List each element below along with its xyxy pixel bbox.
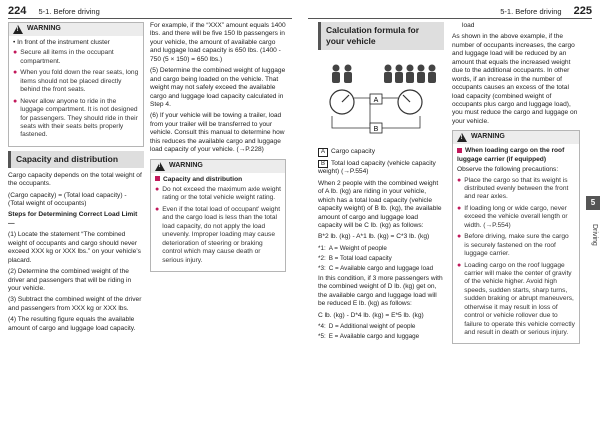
paragraph: In this condition, if 3 more passengers with the combined weight of D lb. (kg) get on, the available cargo and luggage load will be reduced E lb. (kg) as follows:: [318, 275, 443, 308]
warning-bullet: ● Place the cargo so that its weight is distributed evenly between the front and rear axles.: [457, 176, 569, 201]
legend-b: B Total load capacity (vehicle capacity weight) (→P.554): [318, 159, 436, 176]
paragraph: As shown in the above example, if the number of occupants increases, the cargo and luggage load will be reduced by an amount that equals the increased weight due to the additional occupants. In other words, if an increase in the number of occupants causes an excess of the total load capacity (combined weight of occupants plus cargo and luggage load), you must reduce the cargo and luggage on your vehicle.: [452, 33, 578, 125]
warning-subtitle: Capacity and distribution: [155, 176, 281, 184]
warning-title: WARNING: [27, 25, 61, 33]
warning-icon: [457, 133, 467, 142]
section-heading-formula: Calculation formula for your vehicle: [318, 22, 444, 50]
warning-icon: [13, 25, 23, 34]
step-item: (1) Locate the statement “The combined weight of occupants and cargo should never exceed XXX kg or XXX lbs.” on your vehicle’s placard.: [8, 231, 141, 264]
left-page-number: 224: [8, 5, 27, 17]
warning-box-1: [8, 22, 144, 147]
formula-2: C lb. (kg) - D*4 lb. (kg) = E*5 lb. (kg): [318, 311, 424, 319]
right-header-rule: [308, 18, 592, 19]
warning-subtitle: When loading cargo on the roof luggage carrier (if equipped): [457, 147, 565, 163]
bullet-icon: ●: [457, 261, 462, 269]
paragraph-continued: load: [462, 22, 475, 29]
bullet-icon: ●: [155, 186, 160, 193]
load-capacity-illustration: [318, 54, 438, 142]
people-group-large: [384, 64, 436, 83]
column-3: [318, 22, 444, 343]
figure-label-a: A: [373, 96, 379, 104]
figure-label-b: B: [373, 125, 379, 133]
footnote: *2: B = Total load capacity: [318, 254, 392, 262]
square-bullet-icon: [155, 176, 160, 181]
right-section-title: 5-1. Before driving: [500, 7, 562, 16]
warning-header: [453, 131, 579, 144]
warning-box-3: [452, 130, 580, 344]
warning-header: [9, 23, 143, 36]
step-item: (2) Determine the combined weight of the driver and passengers that will be riding in your vehicle.: [8, 268, 132, 292]
paragraph: (Cargo capacity) = (Total load capacity) - (Total weight of occupants): [8, 191, 127, 207]
column-4: [452, 22, 580, 344]
people-group-small: [332, 64, 352, 83]
chapter-tab[interactable]: 5: [586, 196, 600, 210]
bullet-icon: ●: [457, 176, 462, 184]
legend-a: A Cargo capacity: [318, 148, 444, 157]
left-page-header: [8, 4, 100, 18]
square-bullet-icon: [457, 148, 462, 153]
bullet-icon: ●: [13, 49, 18, 57]
warning-bullet: ● Never allow anyone to ride in the luggage compartment. It is not designed for passengers. They should ride in their seats with their seats belts properly fastened.: [13, 97, 138, 139]
footnote: *3: C = Available cargo and luggage load: [318, 264, 434, 272]
left-header-rule: [8, 18, 292, 19]
footnote: *5: E = Available cargo and luggage: [318, 333, 420, 341]
warning-bullet: ● When you fold down the rear seats, long items should not be placed directly behind the front seats.: [13, 69, 139, 94]
paragraph: When 2 people with the combined weight of A lb. (kg) are riding in your vehicle, which has a total load capacity (vehicle capacity weight) of B lb. (kg), the available amount of cargo and luggage load capacity will be C lb. (kg) as follows:: [318, 179, 442, 229]
right-page-header: [500, 4, 592, 18]
bullet-icon: ●: [457, 204, 462, 212]
column-2: [150, 22, 286, 272]
warning-bullet: ● Secure all items in the occupant compartment.: [13, 49, 114, 65]
bullet-icon: ●: [155, 205, 160, 213]
paragraph: Cargo capacity depends on the total weight of the occupants.: [8, 171, 142, 188]
warning-bullet: ● Even if the total load of occupant’ weight and the cargo load is less than the total load capacity, do not apply the load unevenly. Improper loading may cause deterioration of steering or braking control which may cause death or serious injury.: [155, 205, 281, 264]
chapter-label: Driving: [591, 224, 598, 246]
step-item: (3) Subtract the combined weight of the driver and passengers from XXX kg or XXX lbs.: [8, 296, 142, 312]
paragraph: For example, if the “XXX” amount equals 1400 lbs. and there will be five 150 lb passengers in your vehicle, the amount of available cargo and luggage load capacity is 650 lbs. (1400 - 750 (5 × 150) = 650 lbs.): [150, 22, 286, 63]
formula-1: B*2 lb. (kg) - A*1 lb. (kg) = C*3 lb. (kg): [318, 233, 430, 241]
section-heading-capacity: Capacity and distribution: [8, 151, 144, 168]
footnote: *4: D = Additional weight of people: [318, 323, 416, 331]
warning-intro: Observe the following precautions:: [457, 166, 559, 174]
warning-header: [151, 160, 285, 173]
warning-bullet: ● If loading long or wide cargo, never exceed the vehicle overall length or width. (→P.554): [457, 204, 568, 229]
paragraph: (5) Determine the combined weight of luggage and cargo being loaded on the vehicle. That weight may not safely exceed the available cargo and luggage load capacity calculated in Step 4.: [150, 67, 286, 108]
left-section-title: 5-1. Before driving: [38, 7, 100, 16]
column-1: [8, 22, 144, 336]
footnote: *1: A = Weight of people: [318, 244, 387, 252]
warning-bullet: ● Before driving, make sure the cargo is securely fastened on the roof luggage carrier.: [457, 233, 569, 258]
bullet-icon: ●: [457, 233, 462, 241]
bullet-icon: ●: [13, 97, 18, 105]
steps-heading: Steps for Determining Correct Load Limit —: [8, 211, 138, 227]
paragraph: (6) If your vehicle will be towing a trailer, load from your trailer will be transferred to your vehicle. Consult this manual to determine how this reduces the available cargo and luggage load capacity of your vehicle. (→P.228): [150, 112, 285, 154]
step-item: (4) The resulting figure equals the available amount of cargo and luggage load capacity.: [8, 316, 136, 332]
warning-bullet: ● Loading cargo on the roof luggage carrier will make the center of gravity of the vehicle higher. Avoid high speeds, sudden starts, sharp turns, sudden braking or abrupt maneuvers, otherwise it may result in loss of control or vehicle rollover due to failure to operate this vehicle correctly and result in death or serious injury.: [457, 261, 575, 336]
warning-box-2: [150, 159, 286, 272]
warning-title: WARNING: [471, 133, 505, 141]
warning-intro: • In front of the instrument cluster: [13, 39, 110, 46]
warning-icon: [155, 162, 165, 171]
warning-title: WARNING: [169, 161, 203, 169]
warning-bullet: ● Do not exceed the maximum axle weight rating or the total vehicle weight rating.: [155, 186, 281, 202]
bullet-icon: ●: [13, 69, 18, 77]
right-page-number: 225: [573, 5, 592, 17]
